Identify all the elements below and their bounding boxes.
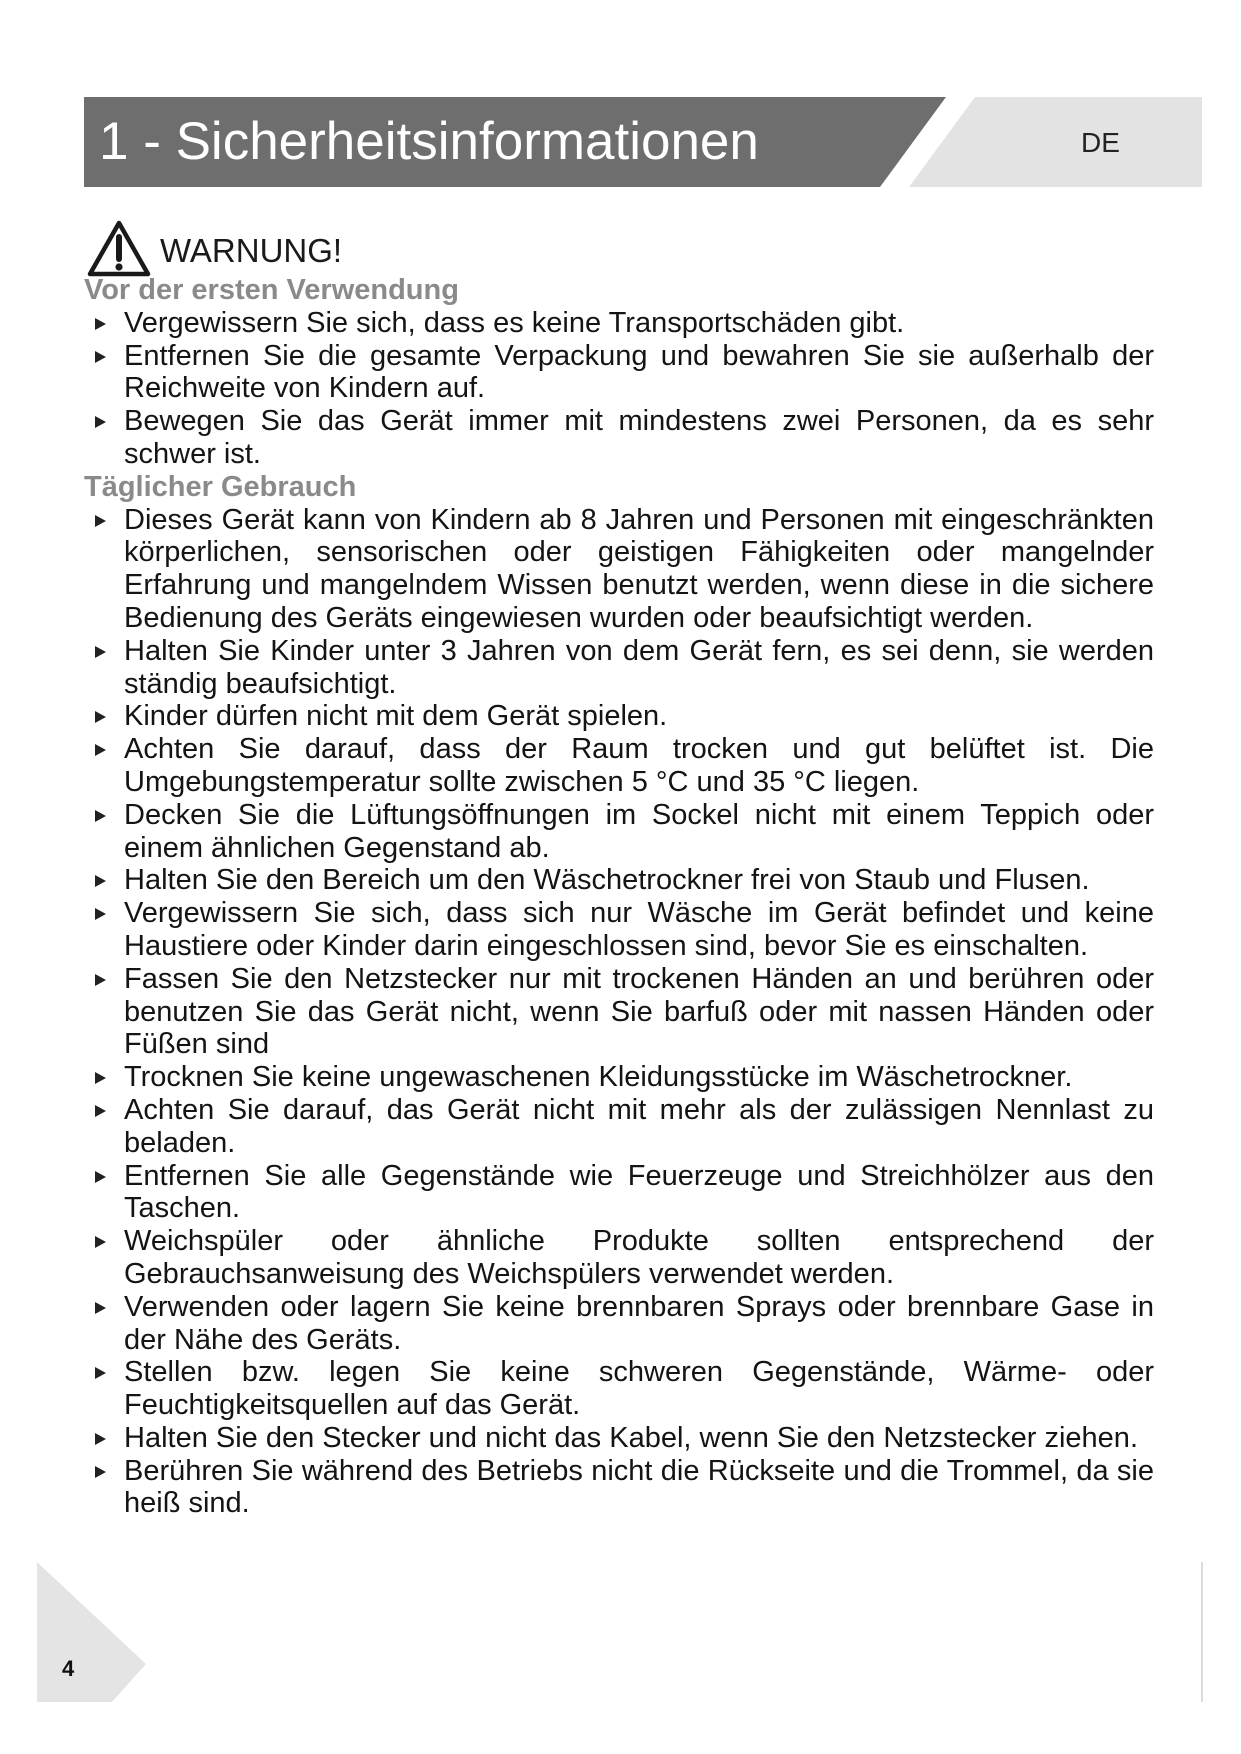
list-item-text: Bewegen Sie das Gerät immer mit mindestens zwei Personen, da es sehr schwer ist.	[124, 405, 1154, 470]
list-item-text: Achten Sie darauf, dass der Raum trocken und gut belüftet ist. Die Umgebungstemperatur sollte zwischen 5 °C und 35 °C liegen.	[124, 733, 1154, 798]
list-item	[84, 864, 1154, 897]
list-item	[84, 1455, 1154, 1521]
list-item-text: Dieses Gerät kann von Kindern ab 8 Jahren und Personen mit eingeschränkten körperlichen, sensorischen oder geistigen Fähigkeiten oder mangelnder Erfahrung und mangelndem Wissen benutzt werden, wenn diese in die sichere Bedienung des Geräts eingewiesen wurden oder beaufsichtigt werden.	[124, 503, 1154, 634]
list-item-text: Entfernen Sie alle Gegenstände wie Feuerzeuge und Streichhölzer aus den Taschen.	[124, 1159, 1154, 1225]
list-item	[84, 1094, 1154, 1160]
list-item	[84, 1291, 1154, 1357]
bullet-icon	[95, 974, 106, 986]
bullet-icon	[95, 810, 106, 822]
list-item-text: Achten Sie darauf, das Gerät nicht mit mehr als der zulässigen Nennlast zu beladen.	[124, 1093, 1154, 1159]
daily-use-list	[84, 504, 1154, 1521]
section-heading-before-first-use: Vor der ersten Verwendung	[84, 274, 459, 306]
list-item-text: Vergewissern Sie sich, dass sich nur Wäsche im Gerät befindet und keine Haustiere oder Kinder darin eingeschlossen sind, bevor Sie es einschalten.	[124, 897, 1154, 962]
list-item-text: Weichspüler oder ähnliche Produkte sollten entsprechend der Gebrauchsanweisung des Weichspülers verwendet werden.	[124, 1225, 1154, 1290]
list-item-text: Halten Sie den Bereich um den Wäschetrockner frei von Staub und Flusen.	[124, 864, 1090, 897]
bullet-icon	[95, 1072, 106, 1084]
bullet-icon	[95, 908, 106, 920]
list-item	[84, 340, 1154, 406]
list-item	[84, 897, 1154, 963]
bullet-icon	[95, 351, 106, 363]
list-item	[84, 1061, 1154, 1094]
safety-content	[84, 274, 1154, 1520]
list-item	[84, 1160, 1154, 1226]
bullet-icon	[95, 1367, 106, 1379]
bullet-icon	[95, 711, 106, 723]
list-item-text: Entfernen Sie die gesamte Verpackung und bewahren Sie sie außerhalb der Reichweite von Kindern auf.	[124, 339, 1154, 405]
list-item-text: Kinder dürfen nicht mit dem Gerät spielen.	[124, 700, 668, 733]
warning-label: WARNUNG!	[160, 232, 343, 269]
list-item-text: Halten Sie Kinder unter 3 Jahren von dem Gerät fern, es sei denn, sie werden ständig beaufsichtigt.	[124, 634, 1154, 700]
list-item	[84, 963, 1154, 1061]
list-item	[84, 1356, 1154, 1422]
list-item-text: Stellen bzw. legen Sie keine schweren Gegenstände, Wärme- oder Feuchtigkeitsquellen auf das Gerät.	[124, 1356, 1154, 1422]
bullet-icon	[95, 1171, 106, 1183]
list-item-text: Trocknen Sie keine ungewaschenen Kleidungsstücke im Wäschetrockner.	[124, 1061, 1073, 1094]
bullet-icon	[95, 646, 106, 658]
warning-triangle-icon	[86, 219, 152, 279]
list-item-text: Vergewissern Sie sich, dass es keine Transportschäden gibt.	[124, 306, 905, 339]
list-item	[84, 1225, 1154, 1291]
bullet-icon	[95, 744, 106, 756]
list-item	[84, 405, 1154, 471]
list-item	[84, 1422, 1154, 1455]
list-item-text: Fassen Sie den Netzstecker nur mit trockenen Händen an und berühren oder benutzen Sie das Gerät nicht, wenn Sie barfuß oder mit nassen Händen oder Füßen sind	[124, 962, 1154, 1061]
warning-row	[86, 218, 342, 280]
bullet-icon	[95, 1105, 106, 1117]
before-first-use-list	[84, 307, 1154, 471]
bullet-icon	[95, 318, 106, 330]
list-item	[84, 733, 1154, 799]
footer-corner-shape	[37, 1562, 146, 1702]
list-item-text: Verwenden oder lagern Sie keine brennbaren Sprays oder brennbare Gase in der Nähe des Geräts.	[124, 1290, 1154, 1356]
list-item-text: Berühren Sie während des Betriebs nicht die Rückseite und die Trommel, da sie heiß sind.	[124, 1454, 1154, 1520]
bullet-icon	[95, 1236, 106, 1248]
bullet-icon	[95, 1466, 106, 1478]
list-item-text: Halten Sie den Stecker und nicht das Kabel, wenn Sie den Netzstecker ziehen.	[124, 1421, 1138, 1454]
header-accent-shape	[909, 97, 1202, 187]
bullet-icon	[95, 1302, 106, 1314]
list-item	[84, 504, 1154, 635]
page-title: 1 - Sicherheitsinformationen	[99, 112, 759, 171]
list-item	[84, 700, 1154, 733]
language-code: DE	[1081, 127, 1120, 158]
bullet-icon	[95, 1433, 106, 1445]
list-item	[84, 635, 1154, 701]
page-number: 4	[62, 1656, 75, 1681]
section-heading-daily-use: Täglicher Gebrauch	[84, 470, 357, 503]
bullet-icon	[95, 515, 106, 527]
list-item	[84, 307, 1154, 340]
bullet-icon	[95, 416, 106, 428]
bullet-icon	[95, 875, 106, 887]
list-item-text: Decken Sie die Lüftungsöffnungen im Sockel nicht mit einem Teppich oder einem ähnlichen Gegenstand ab.	[124, 798, 1154, 864]
list-item	[84, 799, 1154, 865]
